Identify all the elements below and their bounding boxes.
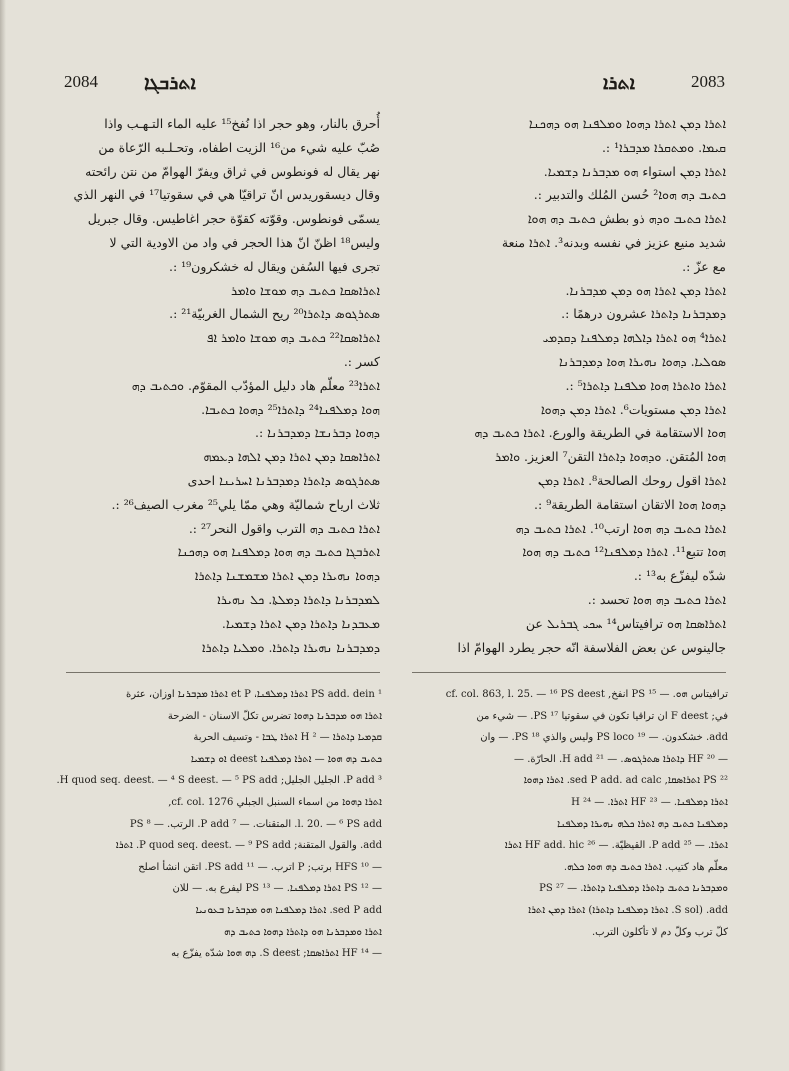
text-line: ܐܬܪܐ ܟܬܝܒ ܕܗ ܗܘܐ تحسد :. bbox=[587, 591, 726, 607]
text-line: ܕܡܕܒܪܢܐ ܕܐܬܪܐ عشرون درهمًا :. bbox=[561, 306, 726, 322]
left-text-column bbox=[66, 112, 380, 660]
footnote-line: — ¹² PS ܐܬܪܐ ܕܡܠܦܢܐ. — ¹³ PS ليفرع به. — للان bbox=[172, 883, 382, 895]
text-line: وليس¹⁸ اظنّ انّ هذا الحجر في واد من الاودية التي لا bbox=[109, 234, 380, 250]
text-line: تجرى فيها السُفن ويقال له خشكرون¹⁹ :. bbox=[168, 258, 380, 274]
footnote-line: add. والقول المتقنة; P quod seq. deest. — ⁹ PS add. ܐܬܪܐ bbox=[115, 840, 382, 852]
footnote-line: l. 20. — ⁶ PS add. المتقنات. — ⁷ P add. الرتب. — ⁸ PS bbox=[129, 818, 382, 830]
text-line: ܐܬܪܐ ܟܬܝܒ ܘܕܗ ذو بطش ܟܬܝܒ ܕܗ ܗܘܐ bbox=[527, 211, 726, 227]
text-line: ܡܥܒܕܢܐ ܕܐܬܪܐ ܕܡܢ ܐܬܪܐ ܕܫܡܝܐ. bbox=[221, 615, 380, 631]
footnote-line: ܐܬܪܐ. — ²⁵ P add. القيظيّة. — ²⁶ HF add. hic ܐܬܪܐ bbox=[504, 840, 728, 852]
footnote-line: ܘܡܕܒܪܢܐ ܟܬܝܒ ܕܐܬܪܐ ܕܡܠܦܢܐ ܕܐܬܪܐ. — ²⁷ PS bbox=[539, 883, 728, 895]
text-line: ܐܬܪܐ ܕܡܢ استواء ܗܘ ܡܕܒܪܢܐ ܕܫܡܝܐ. bbox=[543, 163, 726, 179]
text-line: أُحرق بالنار، وهو حجر اذا نُفخ¹⁵ عليه الماء التـهـب واذا bbox=[104, 116, 380, 131]
text-line: ܗܘܐ المُتقن. ܘܕܗܘܐ ܕܐܬܪܐ التقن⁷ العزيز. ܘܐܡܪ bbox=[495, 449, 726, 465]
text-line: ܠܡܕܒܪܢܐ ܕܐܬܪܐ ܕܡܠܬܐ. ܟܠ ܢܗܝܪܐ bbox=[217, 591, 380, 607]
footnote-line: في; F deest ان تراقيا تكون في سقوتيا ¹⁷ PS. — شيء من bbox=[476, 710, 728, 722]
text-line: ܣܘܠܝܐ. ܕܗܘܐ ܢܗܝܪܐ ܗܘܐ ܕܡܕܒܪܢܐ bbox=[559, 353, 726, 369]
scan-edge-shadow bbox=[0, 0, 6, 1071]
text-line: ܐܬܪܐ⁴ ܗܘ ܐܬܪܐ ܕܐܠܗܐ ܕܡܠܦܢܐ ܕܩܕܡܝ bbox=[542, 330, 726, 346]
text-line: ܐܬܪܐ اقول روحك الصالحة⁸. ܐܬܪܐ ܕܡܢ bbox=[538, 472, 726, 488]
text-line: ܕܗܘܐ ܗܘܐ الاتقان استقامة الطريقة⁹ :. bbox=[534, 496, 726, 512]
footnote-line: ³ P add. الجليل الجليل; H quod seq. deest. — ⁴ S deest. — ⁵ PS add. bbox=[56, 775, 382, 787]
text-line: ܐܬܪܐ ܟܬܝܒ ܕܗ ܗܘܐ ارتب¹⁰. ܐܬܪܐ ܟܬܝܒ ܕܗ bbox=[515, 520, 726, 536]
footnote-line: ܐܬܪܐ ܕܗܘܐ من اسماء السنبل الجبلي cf. col. 1276, bbox=[168, 796, 382, 808]
footnote-line: ܐܬܪܐ ܗܘ ܡܕܒܪܢܐ ܕܗܘܐ تضرس تكلّ الاسنان - الضرحة bbox=[167, 710, 382, 722]
text-line: ܗܘܐ تتبع¹¹. ܐܬܪܐ ܕܡܠܦܢܐ¹² ܟܬܝܒ ܕܗ ܗܘܐ bbox=[522, 544, 726, 560]
text-line: ܐܬܪܐ²³ معلّم هاد دليل المؤدّب المقوّم. ܘܟܬܝܒ ܕܗ bbox=[131, 377, 380, 393]
footnote-line: ܟܬܝܒ ܕܗ ܗܘܐ — ܐܬܪܐ ܕܡܠܦܢܐ deest ܐܘ ܕܫܡܝܐ bbox=[190, 753, 382, 765]
right-footnotes bbox=[410, 684, 728, 974]
text-line: ܐܬܪܐ ܘܐܬܪܐ ܗܘܐ ܡܠܦܢܐ ܕܐܬܪܐ⁵ :. bbox=[565, 377, 726, 393]
left-running-head: ܐܬܪܒܓܐ bbox=[144, 72, 196, 94]
text-line: ܟܬܝܒ ܕܗ ܗܘܐ² حُسن المُلك والتدبير :. bbox=[533, 187, 726, 203]
text-line: شدّه ليفزّع به¹³ :. bbox=[633, 568, 726, 584]
text-line: ܩܝܡܐ. ܘܡܬܩܪܐ ܡܕܒܪܐ¹ :. bbox=[601, 139, 726, 155]
text-line: شديد منيع عزيز في نفسه وبدنه³. ܐܬܪܐ منعة bbox=[501, 234, 726, 250]
right-footnote-rule bbox=[412, 672, 726, 673]
footnote-line: — ¹⁰ HFS برتب; P اترب. — ¹¹ PS add. اتقن انشأ اصلح bbox=[138, 861, 382, 873]
footnote-line: ترافيتاس ܗܘ. — ¹⁵ PS انفخ, cf. col. 863, l. 25. — ¹⁶ PS deest bbox=[445, 689, 728, 700]
text-line: ܐܬܪܐܣܩܐ ܕܡܢ ܐܬܪܐ ܕܡܢ ܐܠܗܐ ܕܥܡܗ bbox=[203, 449, 380, 465]
text-line: مع عزّ :. bbox=[682, 258, 726, 274]
text-line: ܐܬܪܐ ܕܡܢ ܐܬܪܐ ܕܗܘܐ ܘܡܠܦܢܐ ܗܘ ܕܗܟܢܐ bbox=[528, 116, 726, 131]
text-line: ܕܗܘܐ ܕܒܪܢܫܐ ܕܡܕܒܪܢܐ :. bbox=[254, 425, 380, 441]
page-header bbox=[64, 72, 725, 102]
footnote-line: — ²⁰ HF ܕܐܬܪܐ ܣܬܪܓܘܣ. — ²¹ H add. الحارّة. — bbox=[514, 753, 728, 765]
text-line: ثلاث ارياح شماليّة وهي ممّا يلي²⁵ مغرب الصيف²⁶ :. bbox=[111, 496, 380, 512]
footnote-line: sed P add. ܐܬܪܐ ܕܡܠܦܢܐ ܗܘ ܡܕܒܪܢܐ ܒܥܘܢܝܐ bbox=[195, 904, 382, 916]
left-page-number: 2084 bbox=[64, 72, 98, 91]
footnote-line: ܕܡܠܦܢܐ ܟܬܝܒ ܕܗ ܐܬܪܐ ܟܠܗ ܢܗܝܪܐ ܕܡܠܦܢܐ bbox=[557, 818, 728, 830]
text-line: يسمّى فونطوس. وقوّته كقوّة حجر اغاطيس. وقال جبريل bbox=[87, 211, 380, 227]
left-footnotes bbox=[56, 684, 382, 974]
text-line: ܐܬܪܒܓܐ ܟܬܝܒ ܕܗ ܗܘܐ ܕܡܠܦܢܐ ܗܘ ܕܗܟܢܐ bbox=[177, 544, 380, 560]
right-text-column bbox=[412, 112, 726, 660]
right-running-head: ܐܬܪܐ bbox=[602, 72, 635, 94]
left-footnote-rule bbox=[66, 672, 380, 673]
text-line: كسر :. bbox=[343, 353, 380, 369]
footnote-line: ܐܬܪܐ ܘܡܕܒܪܢܐ ܗܘ ܕܐܬܪܐ ܕܗܘܐ ܟܬܝܒ ܕܗ bbox=[224, 926, 382, 938]
right-page-number: 2083 bbox=[691, 72, 725, 91]
footnote-line: معلّم هاد كتيب. ܐܬܪܐ ܟܬܝܒ ܕܗ ܗܘܐ ܟܠܗ. bbox=[563, 861, 728, 873]
text-line: ܐܬܪܐ ܕܡܢ ܐܬܪܐ ܗܘ ܕܡܢ ܡܕܒܪܢܐ. bbox=[565, 282, 726, 298]
footnote-line: add. خشكدون. — ¹⁹ PS loco وليس والذي ¹⁸ PS. — وان bbox=[480, 732, 728, 744]
footnote-line: — ¹⁴ HF ܐܬܪܐܣܩܐ; S deest. ܕܗ ܗܘܐ شدّه يفزّع به bbox=[171, 948, 382, 960]
text-line: ܕܡܕܒܪܢܐ ܢܗܝܪܐ ܕܐܬܪܐ. ܘܡܠܝܐ ܕܐܬܪܐ bbox=[202, 639, 380, 655]
text-line: ܗܘܐ الاستقامة في الطريقة والورع. ܐܬܪܐ ܟܬܝܒ ܕܗ bbox=[474, 425, 726, 441]
text-line: ܐܬܪܐܣܩܐ ܟܬܝܒ ܕܗ ܡܘܫܐ ܘܐܡܪ bbox=[231, 282, 380, 298]
footnote-line: كلّ ترب وكلّ دم لا تأكلون الترب. bbox=[592, 926, 728, 938]
text-line: وقال ديسقوريدس انّ تراقيّا هي في سقوتيا¹⁷ في النهر الذي bbox=[73, 187, 380, 203]
text-line: ܣܬܪܓܘܣ ܕܐܬܪܐ ܕܡܕܒܪܢܐ ܐܚܪܝܢܐ احدى bbox=[187, 472, 380, 488]
footnote-line: ܩܕܡܝܐ ܕܐܬܪܐ — ² H ܐܬܪܐ ܛܒܐ - وتسيف الحربة bbox=[193, 732, 382, 744]
text-line: ܣܬܪܓܘܣ ܕܐܬܪܐ²⁰ ريح الشمال الغربيّة²¹ :. bbox=[169, 306, 380, 322]
footnote-line: ܐܬܪܐ ܕܡܠܦܢܐ. — ²³ HF ܐܬܪܐ. — ²⁴ H bbox=[571, 796, 728, 808]
footnote-line: add. (S sol. ܐܬܪܐ ܕܡܠܦܢܐ ܕܐܬܪܐ) ܐܬܪܐ ܕܡܢ ܐܬܪܐ bbox=[528, 904, 728, 916]
text-line: ܐܬܪܐ ܕܡܢ مستويات⁶. ܐܬܪܐ ܕܡܢ ܕܗܘܐ bbox=[540, 401, 726, 417]
text-line: ܐܬܪܐ ܟܬܝܒ ܕܗ الترب واقول النحر²⁷ :. bbox=[188, 520, 380, 536]
text-line: ܐܬܪܐܣܩܐ ܗܘ ترافيتاس¹⁴ ܚܟܝ ܓܒܪܝܠ عن bbox=[525, 615, 726, 631]
text-line: نهر يقال له فونطوس في ثراق ويفرّ الهوامّ من نتن رائحته bbox=[85, 163, 380, 179]
text-line: ܗܘܐ ܕܡܠܦܢܐ²⁴ ܕܐܬܪܐ²⁵ ܕܗܘܐ ܟܬܝܒܐ. bbox=[201, 401, 380, 417]
text-line: ܐܬܪܐܣܩܐ²² ܟܬܝܒ ܕܗ ܡܘܫܐ ܘܐܡܪ ܐܦ bbox=[206, 330, 380, 346]
footnote-line: ²² PS ܐܬܪܐܣܩܐ, sed P add. ad calc. ܐܬܪܐ ܕܗܘܐ bbox=[523, 775, 728, 787]
text-line: ܕܗܘܐ ܢܗܝܪܐ ܕܡܢ ܐܬܪܐ ܡܫܡܫܢܐ ܕܐܬܪܐ bbox=[194, 568, 380, 584]
footnote-line: ¹ PS add. dein ܐܬܪܐ ܕܡܠܦܢܐ، et P ܐܬܪܐ ܡܕܒܪܢܐ اوزان، عثرة bbox=[126, 689, 382, 700]
text-line: جالينوس عن بعض الفلاسفة انّه حجر يطرد الهوامّ اذا bbox=[457, 639, 726, 655]
text-line: صُبّ عليه شيء من¹⁶ الزيت اطفاه، وتحـلـبه الرّعاة من bbox=[98, 139, 380, 155]
